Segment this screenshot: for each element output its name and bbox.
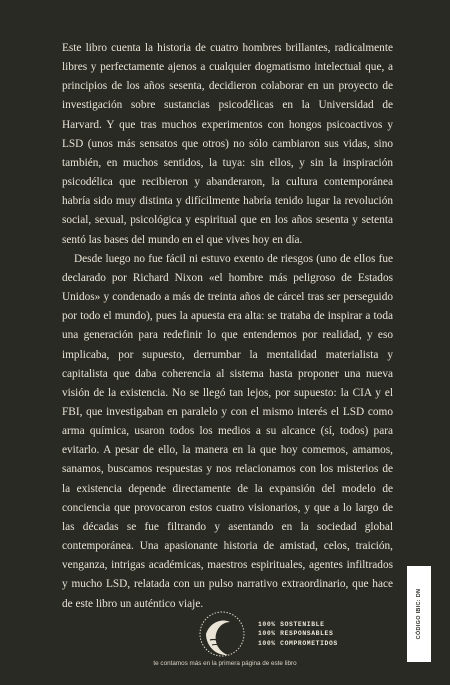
crescent-wave-icon: [196, 608, 248, 660]
blurb-paragraph-1: Este libro cuenta la historia de cuatro hombres brillantes, radicalmente libres y perfectamente ajenos a cualquier dogmatismo intelectual que, a principios de los años sesenta, decidieron colaborar en un proyecto de investigación sobre sustancias psicodélicas en la Universidad de Harvard. Y que tras muchos experimentos con hongos psicoactivos y LSD (unos más sensatos que otros) no sólo cambiaron sus vidas, sino también, en muchos sentidos, la tuya: sin ellos, y sin la inspiración psicodélica que recibieron y abanderaron, la cultura contemporánea habría sido muy distinta y difícilmente habría tenido lugar la revolución social, sexual, psicológica y espiritual que en los años sesenta y setenta sentó las bases del mundo en el que vives hoy en día.: [62, 42, 393, 246]
barcode-label: CÓDIGO IBIC: DN: [416, 588, 422, 640]
tagline-line-1: 100% SOSTENIBLE: [258, 621, 325, 628]
tagline: [258, 620, 338, 648]
footer-note: te contamos más en la primera página de este libro: [153, 660, 297, 667]
tagline-line-3: 100% COMPROMETIDOS: [258, 639, 338, 647]
blurb-text: [62, 39, 393, 614]
tagline-line-2: 100% RESPONSABLES: [258, 630, 334, 638]
blurb-paragraph-2: Desde luego no fue fácil ni estuvo exento de riesgos (uno de ellos fue declarado por Richard Nixon «el hombre más peligroso de Estados Unidos» y condenado a más de treinta años de cárcel tras ser perseguido por todo el mundo), pues la apuesta era alta: se trataba de inspirar a toda una generación para redefinir lo que entendemos por realidad, y eso implicaba, por supuesto, derrumbar la mentalidad materialista y capitalista que daba coherencia al sistema hasta proponer una nueva visión de la existencia. No se llegó tan lejos, por supuesto: la CIA y el FBI, que investigaban en paralelo y con el mismo interés el LSD como arma química, usaron todos los medios a su alcance (sí, todos) para evitarlo. A pesar de ello, la manera en la que hoy comemos, amamos, sanamos, buscamos respuestas y nos relacionamos con los misterios de la existencia depende directamente de la expansión del modelo de conciencia que provocaron estos cuatro visionarios, y que a lo largo de las décadas se fue filtrando y asentando en la sociedad global contemporánea. Una apasionante historia de amistad, celos, traición, venganza, intrigas académicas, maestros espirituales, agentes infiltrados y mucho LSD, relatada con un pulso narrativo extraordinario, que hace de este libro un auténtico viaje.: [62, 252, 393, 610]
